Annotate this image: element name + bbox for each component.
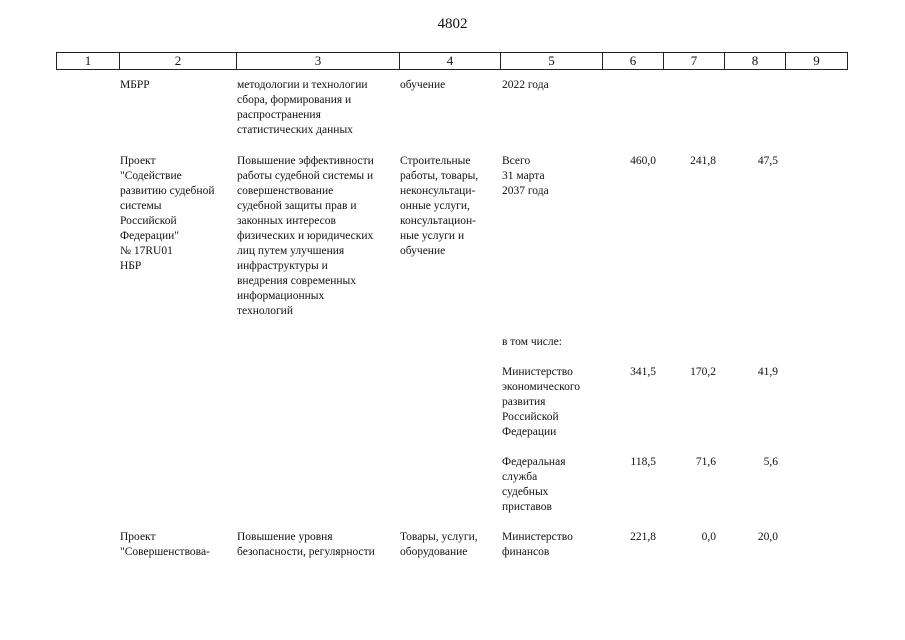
row-col-5: Министерство экономического развития Российской Федерации xyxy=(502,366,581,438)
row-col-5: Министерство финансов xyxy=(502,531,573,558)
header-col-9: 9 xyxy=(785,53,847,69)
row-col-2: МБРР xyxy=(120,79,150,91)
header-col-2: 2 xyxy=(119,53,236,69)
row-col-7: 71,6 xyxy=(695,456,716,468)
row-col-4: Строительные работы, товары, неконсультаци- онные услуги, консультацион- ные услуги и обучение xyxy=(400,155,479,257)
row-col-3: Повышение уровня безопасности, регулярности xyxy=(237,531,375,558)
table-header-row xyxy=(56,52,848,70)
row-col-8: 41,9 xyxy=(757,366,778,378)
row-col-2: Проект "Совершенствова- xyxy=(120,531,210,558)
row-col-8: 5,6 xyxy=(763,456,778,468)
row-col-8: 20,0 xyxy=(757,531,778,543)
row-col-6: 460,0 xyxy=(630,155,656,167)
header-col-4: 4 xyxy=(399,53,500,69)
row-col-6: 341,5 xyxy=(630,366,656,378)
header-col-8: 8 xyxy=(724,53,785,69)
page-number: 4802 xyxy=(437,16,468,32)
header-col-3: 3 xyxy=(236,53,399,69)
row-col-7: 0,0 xyxy=(701,531,716,543)
header-col-6: 6 xyxy=(602,53,663,69)
header-col-1: 1 xyxy=(84,53,92,68)
row-col-7: 241,8 xyxy=(690,155,716,167)
row-col-5: 2022 года xyxy=(502,79,549,91)
row-col-6: 118,5 xyxy=(630,456,656,468)
row-col-3: Повышение эффективности работы судебной системы и совершенствование судебной защиты прав и законных интересов физических и юридических лиц путем улучшения инфраструктуры и внедрения современных информационных технологий xyxy=(237,155,374,317)
header-col-7: 7 xyxy=(663,53,724,69)
header-col-5: 5 xyxy=(500,53,602,69)
row-col-5: в том числе: xyxy=(502,336,562,348)
row-col-8: 47,5 xyxy=(757,155,778,167)
row-col-4: обучение xyxy=(400,79,446,91)
row-col-3: методологии и технологии сбора, формирования и распространения статистических данных xyxy=(237,79,368,136)
row-col-7: 170,2 xyxy=(690,366,716,378)
row-col-5: Всего 31 марта 2037 года xyxy=(502,155,549,197)
row-col-5: Федеральная служба судебных приставов xyxy=(502,456,566,513)
row-col-2: Проект "Содействие развитию судебной системы Российской Федерации" № 17RU01 НБР xyxy=(120,155,215,272)
row-col-4: Товары, услуги, оборудование xyxy=(400,531,478,558)
row-col-6: 221,8 xyxy=(630,531,656,543)
